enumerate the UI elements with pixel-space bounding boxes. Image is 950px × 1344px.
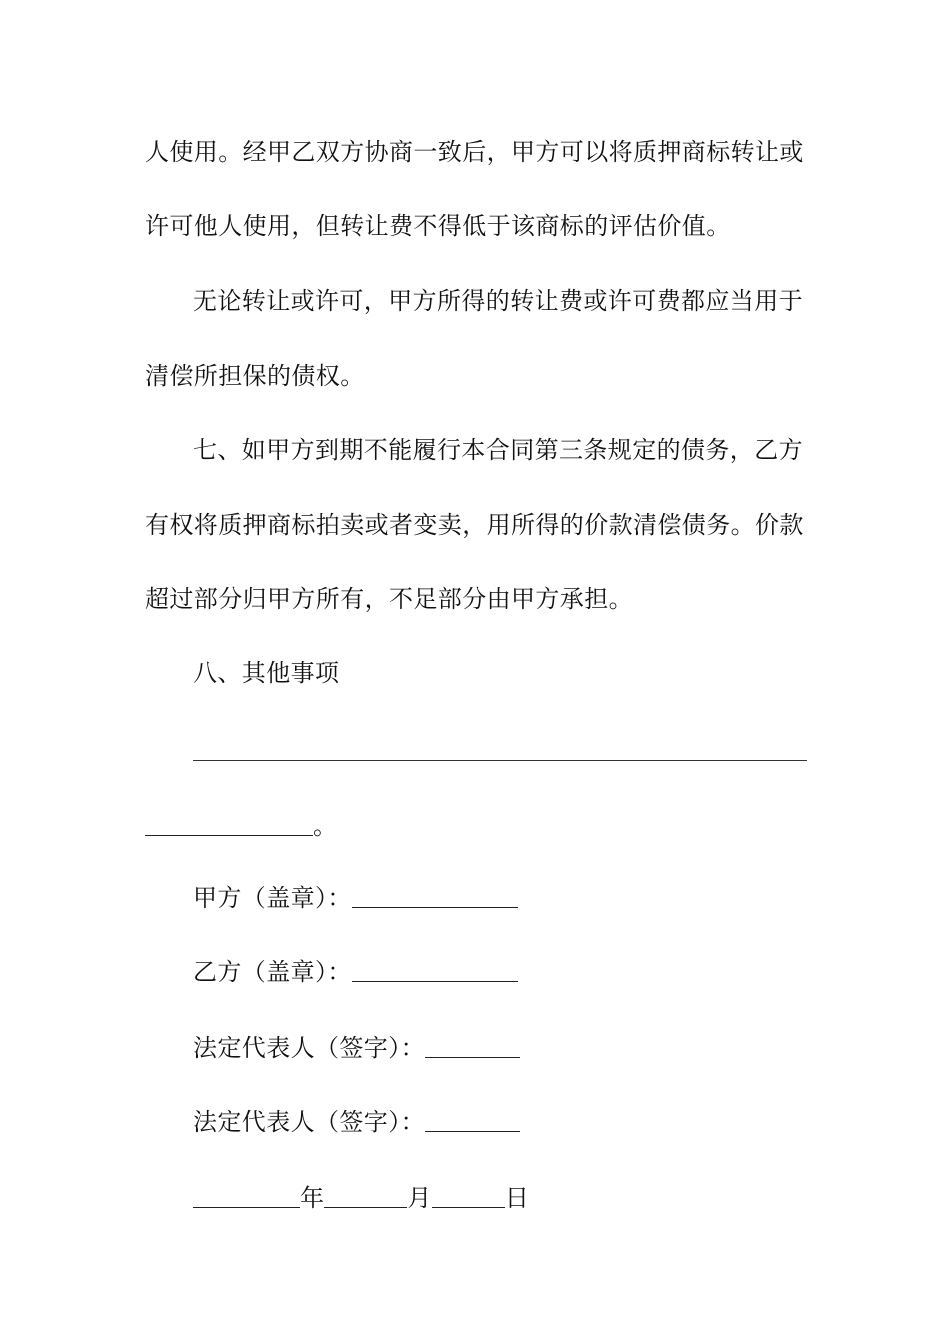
month-blank: [324, 1185, 407, 1208]
fill-in-blank: [145, 813, 313, 836]
party-a-signature: [193, 882, 518, 914]
paragraph-line: 七、如甲方到期不能履行本合同第三条规定的债务，乙方: [193, 436, 803, 464]
rep-2-signature: [193, 1106, 520, 1138]
rep-1-signature: [193, 1032, 520, 1064]
party-b-label: 乙方（盖章）：: [193, 958, 352, 986]
party-a-blank: [352, 885, 518, 908]
rep-1-blank: [425, 1035, 520, 1058]
year-blank: [193, 1185, 300, 1208]
month-label: 月: [407, 1184, 432, 1212]
section-heading: 八、其他事项: [193, 659, 340, 687]
party-a-label: 甲方（盖章）：: [193, 884, 352, 912]
date-line: [193, 1182, 529, 1214]
paragraph-line: 清偿所担保的债权。: [145, 362, 365, 390]
rep-2-label: 法定代表人（签字）：: [193, 1108, 425, 1136]
rep-1-label: 法定代表人（签字）：: [193, 1034, 425, 1062]
day-blank: [432, 1185, 505, 1208]
paragraph-line: 有权将质押商标拍卖或者变卖，用所得的价款清偿债务。价款: [145, 511, 804, 539]
year-label: 年: [300, 1184, 325, 1212]
party-b-blank: [352, 959, 518, 982]
rep-2-blank: [425, 1109, 520, 1132]
fill-in-line-end: [145, 810, 337, 842]
period: 。: [313, 812, 338, 840]
paragraph-line: 超过部分归甲方所有，不足部分由甲方承担。: [145, 585, 633, 613]
fill-in-line: [193, 760, 807, 761]
paragraph-line: 无论转让或许可，甲方所得的转让费或许可费都应当用于: [193, 287, 803, 315]
paragraph-line: 许可他人使用，但转让费不得低于该商标的评估价值。: [145, 212, 731, 240]
day-label: 日: [504, 1184, 530, 1212]
paragraph-line: 人使用。经甲乙双方协商一致后，甲方可以将质押商标转让或: [145, 138, 804, 166]
party-b-signature: [193, 956, 518, 988]
